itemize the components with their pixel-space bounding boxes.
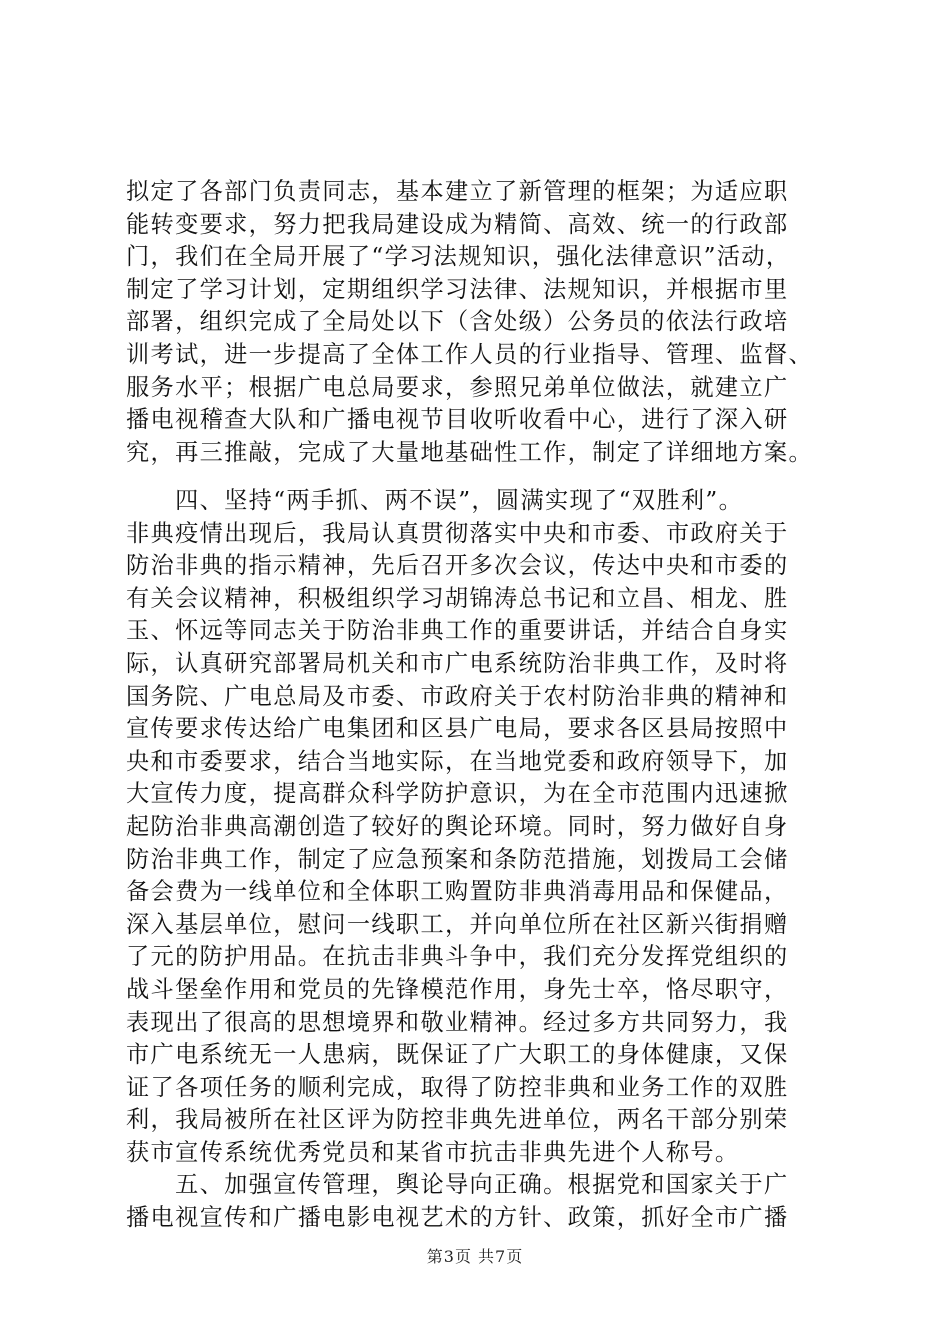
text-line: 深入基层单位，慰问一线职工，并向单位所在社区新兴街捐赠	[126, 910, 789, 938]
text-line: 大宣传力度，提高群众科学防护意识，为在全市范围内迅速掀	[126, 780, 789, 808]
text-line: 服务水平；根据广电总局要求，参照兄弟单位做法，就建立广	[126, 373, 789, 401]
text-line: 战斗堡垒作用和党员的先锋模范作用，身先士卒，恪尽职守，	[126, 975, 789, 1003]
text-line: 市广电系统无一人患病，既保证了广大职工的身体健康，又保	[126, 1041, 789, 1069]
text-line: 表现出了很高的思想境界和敬业精神。经过多方共同努力，我	[126, 1008, 789, 1036]
text-line: 防治非典工作，制定了应急预案和条防范措施，划拨局工会储	[126, 845, 789, 873]
text-line: 利，我局被所在社区评为防控非典先进单位，两名干部分别荣	[126, 1106, 789, 1134]
text-line: 门，我们在全局开展了“学习法规知识，强化法律意识”活动，	[126, 243, 791, 271]
text-line: 证了各项任务的顺利完成，取得了防控非典和业务工作的双胜	[126, 1073, 789, 1101]
text-line: 制定了学习计划，定期组织学习法律、法规知识，并根据市里	[126, 275, 789, 303]
text-line: 获市宣传系统优秀党员和某省市抗击非典先进个人称号。	[126, 1138, 740, 1166]
text-line: 起防治非典高潮创造了较好的舆论环境。同时，努力做好自身	[126, 812, 789, 840]
text-line: 播电视宣传和广播电影电视艺术的方针、政策，抓好全市广播	[126, 1204, 789, 1232]
text-line: 四、坚持“两手抓、两不误”，圆满实现了“双胜利”。	[126, 487, 744, 514]
text-line: 部署，组织完成了全局处以下（含处级）公务员的依法行政培	[126, 308, 789, 336]
text-line: 播电视稽查大队和广播电视节目收听收看中心，进行了深入研	[126, 406, 789, 434]
text-line: 际，认真研究部署局机关和市广电系统防治非典工作，及时将	[126, 649, 789, 677]
page-number-footer: 第3页 共7页	[426, 1247, 524, 1266]
paragraph-management-framework	[126, 176, 828, 469]
text-line: 备会费为一线单位和全体职工购置防非典消毒用品和保健品，	[126, 878, 789, 906]
text-line: 有关会议精神，积极组织学习胡锦涛总书记和立昌、相龙、胜	[126, 584, 789, 612]
text-line: 非典疫情出现后，我局认真贯彻落实中央和市委、市政府关于	[126, 519, 789, 547]
text-line: 能转变要求，努力把我局建设成为精简、高效、统一的行政部	[126, 210, 789, 238]
text-line: 玉、怀远等同志关于防治非典工作的重要讲话，并结合自身实	[126, 617, 789, 645]
paragraph-sars-prevention	[126, 485, 828, 1235]
text-line: 防治非典的指示精神，先后召开多次会议，传达中央和市委的	[126, 552, 789, 580]
text-line: 训考试，进一步提高了全体工作人员的行业指导、管理、监督、	[126, 340, 814, 368]
text-line: 了元的防护用品。在抗击非典斗争中，我们充分发挥党组织的	[126, 943, 789, 971]
text-line: 拟定了各部门负责同志，基本建立了新管理的框架；为适应职	[126, 178, 789, 205]
text-line: 央和市委要求，结合当地实际，在当地党委和政府领导下，加	[126, 747, 789, 775]
text-line: 五、加强宣传管理，舆论导向正确。根据党和国家关于广	[126, 1171, 789, 1199]
text-line: 国务院、广电总局及市委、市政府关于农村防治非典的精神和	[126, 682, 789, 710]
text-line: 宣传要求传达给广电集团和区县广电局，要求各区县局按照中	[126, 715, 789, 743]
text-line: 究，再三推敲，完成了大量地基础性工作，制定了详细地方案。	[126, 438, 814, 466]
